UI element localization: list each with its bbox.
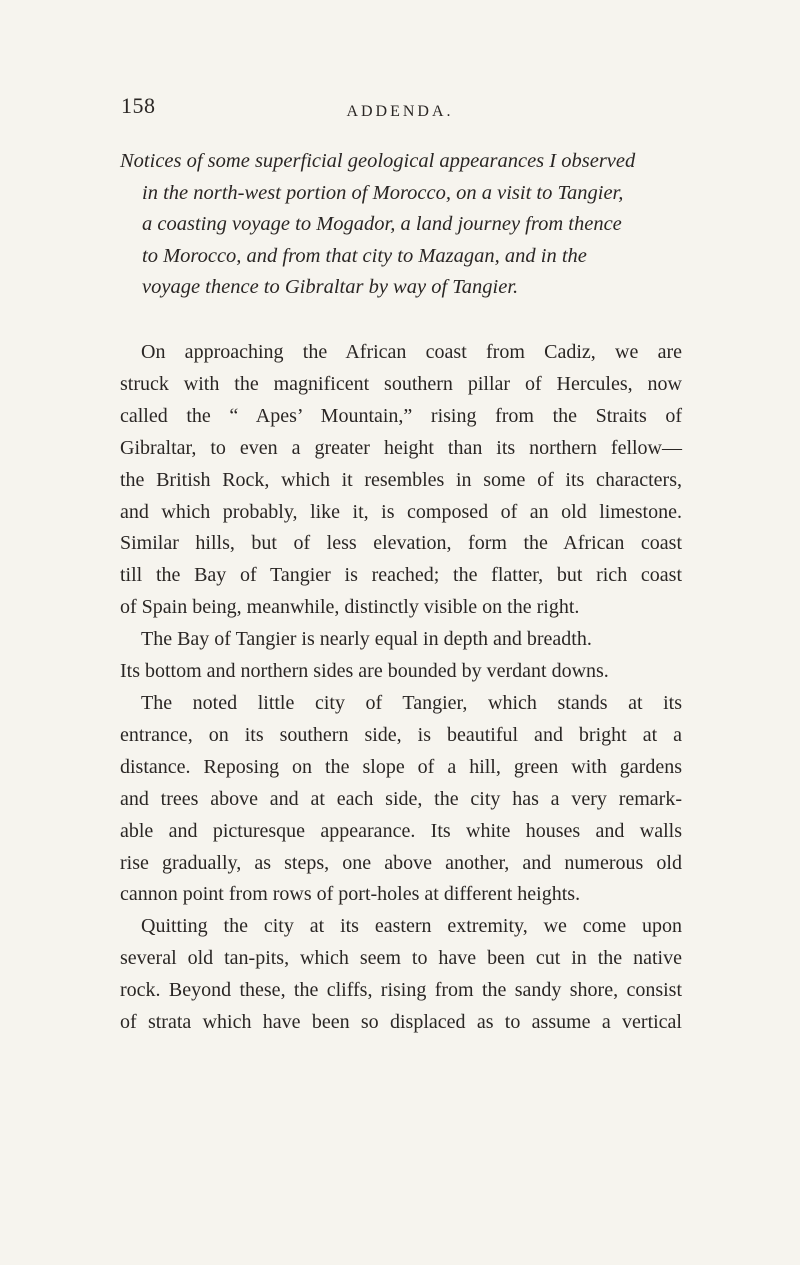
page-number: 158: [121, 93, 156, 118]
body-text: [120, 337, 682, 1039]
title-line: voyage thence to Gibraltar by way of Tangier.: [142, 276, 519, 299]
paragraph-line: Quitting the city at its eastern extremity, we come upon: [141, 915, 682, 938]
paragraph-line: till the Bay of Tangier is reached; the flatter, but rich coast: [120, 564, 682, 587]
paragraph-line: of strata which have been so displaced as to assume a vertical: [120, 1011, 682, 1034]
paragraph-line: several old tan-pits, which seem to have been cut in the native: [120, 947, 682, 970]
paragraph-line: The Bay of Tangier is nearly equal in depth and breadth.: [141, 628, 592, 651]
paragraph-line: struck with the magnificent southern pillar of Hercules, now: [120, 372, 682, 395]
paragraph-line: of Spain being, meanwhile, distinctly visible on the right.: [120, 596, 580, 619]
paragraph-line: and trees above and at each side, the city has a very remark-: [120, 787, 682, 810]
paragraph-line: Its bottom and northern sides are bounded by verdant downs.: [120, 660, 609, 683]
paragraph-line: called the “ Apes’ Mountain,” rising from the Straits of: [120, 404, 682, 427]
paragraph-line: able and picturesque appearance. Its white houses and walls: [120, 819, 682, 842]
paragraph-line: entrance, on its southern side, is beautiful and bright at a: [120, 723, 682, 746]
title-line: to Morocco, and from that city to Mazagan, and in the: [142, 244, 587, 267]
paragraph-line: the British Rock, which it resembles in some of its characters,: [120, 468, 682, 491]
paragraph-line: rock. Beyond these, the cliffs, rising from the sandy shore, consist: [120, 979, 682, 1002]
paragraph-line: On approaching the African coast from Cadiz, we are: [141, 341, 682, 363]
paragraph-line: cannon point from rows of port-holes at different heights.: [120, 883, 581, 906]
paragraph-line: distance. Reposing on the slope of a hill, green with gardens: [120, 755, 682, 778]
title-line: in the north-west portion of Morocco, on a visit to Tangier,: [142, 181, 624, 204]
running-head: ADDENDA.: [346, 103, 454, 120]
paragraph-line: and which probably, like it, is composed of an old limestone.: [120, 500, 682, 523]
section-title: [120, 146, 682, 304]
paragraph-line: rise gradually, as steps, one above another, and numerous old: [120, 851, 682, 874]
paragraph-line: The noted little city of Tangier, which stands at its: [141, 691, 682, 714]
paragraph-line: Similar hills, but of less elevation, form the African coast: [120, 532, 682, 555]
title-line: Notices of some superficial geological appearances I observed: [120, 150, 636, 172]
paragraph-line: Gibraltar, to even a greater height than its northern fellow—: [120, 436, 682, 459]
title-line: a coasting voyage to Mogador, a land journey from thence: [142, 213, 622, 236]
